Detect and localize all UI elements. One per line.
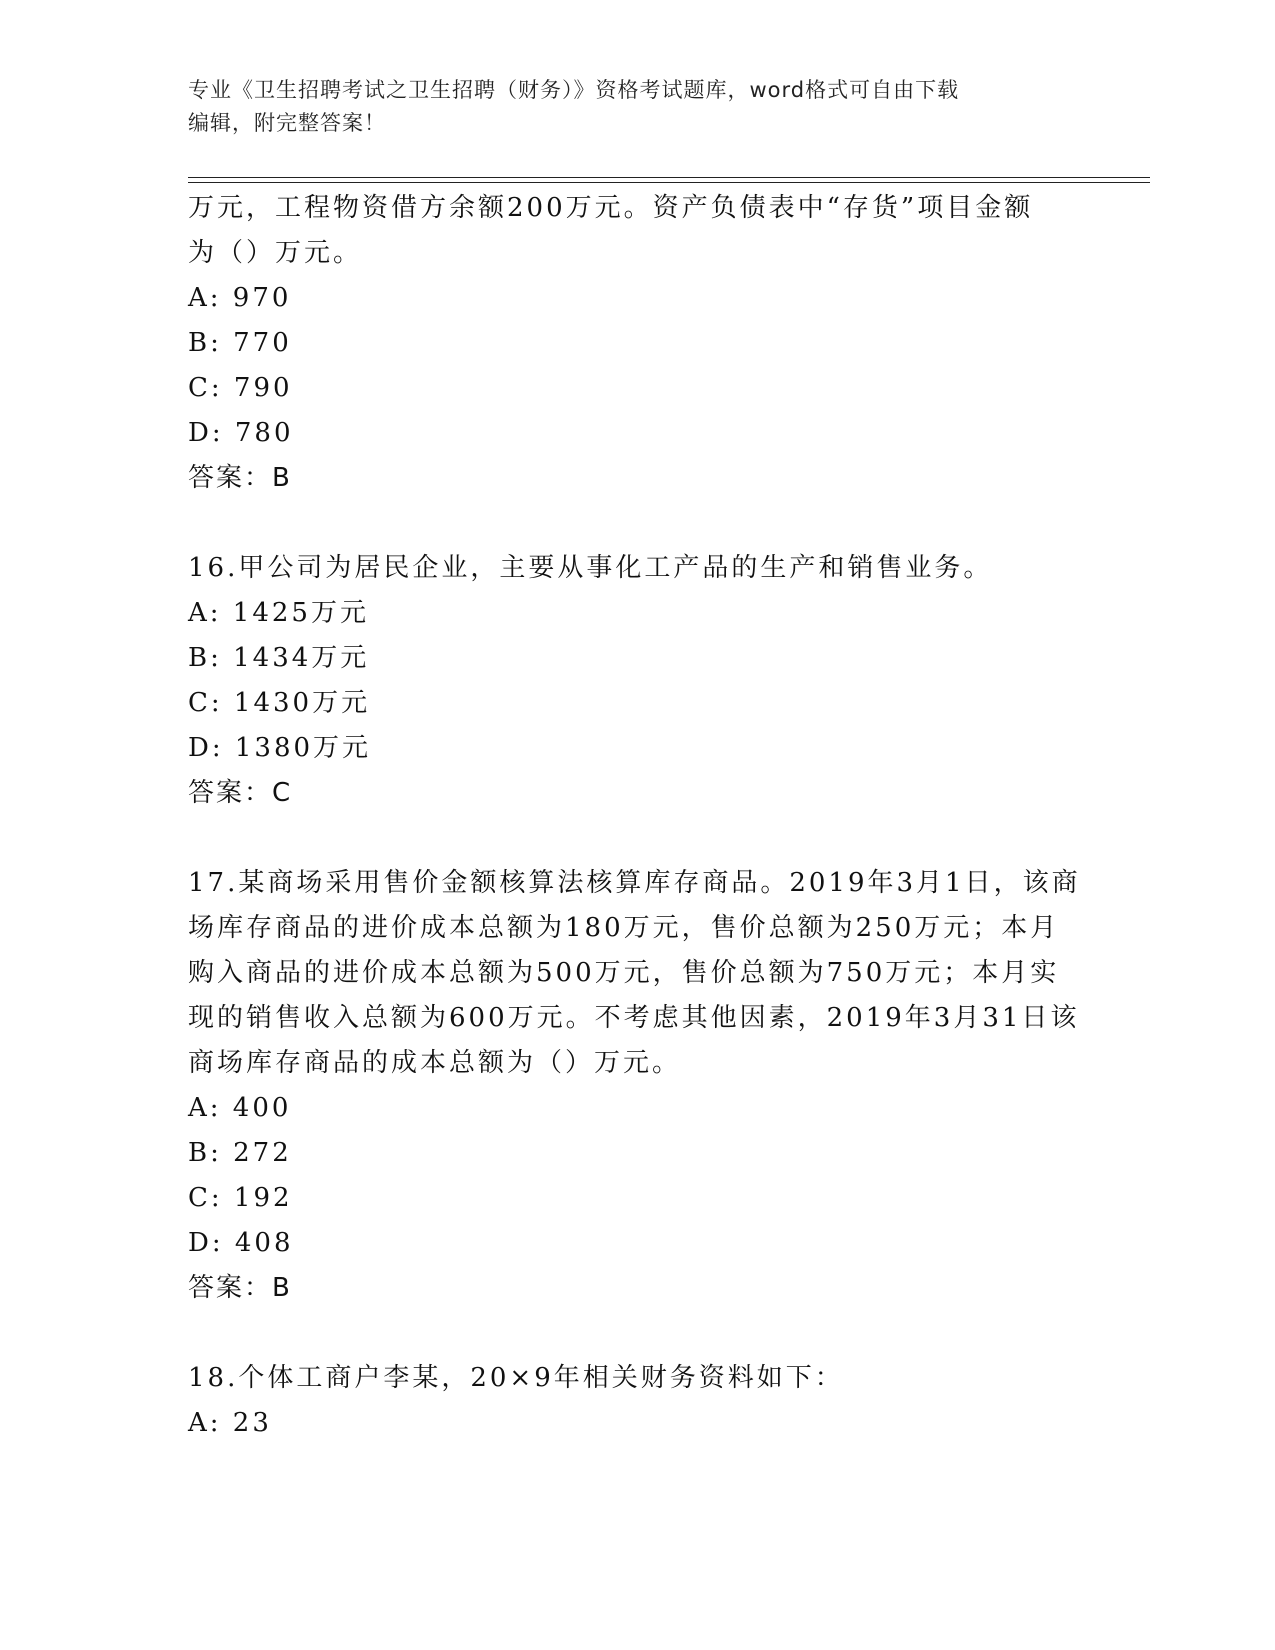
question-text-line: 18.个体工商户李某，20×9年相关财务资料如下： bbox=[188, 1363, 844, 1393]
option-a: A: 23 bbox=[188, 1408, 272, 1438]
option-d: D: 408 bbox=[188, 1228, 294, 1258]
option-a: A: 1425万元 bbox=[188, 598, 369, 628]
answer: 答案：C bbox=[188, 778, 293, 808]
question-text-line: 万元，工程物资借方余额200万元。资产负债表中“存货”项目金额 bbox=[188, 193, 1034, 223]
question-text-line: 商场库存商品的成本总额为（）万元。 bbox=[188, 1048, 682, 1078]
option-b: B: 272 bbox=[188, 1138, 292, 1168]
header-line-1: 专业《卫生招聘考试之卫生招聘（财务）》资格考试题库，word格式可自由下载 bbox=[188, 78, 960, 102]
header-divider-top bbox=[188, 177, 1150, 178]
question-18 bbox=[188, 1356, 1088, 1446]
header-divider-bottom bbox=[188, 182, 1150, 183]
question-16 bbox=[188, 546, 1088, 816]
option-d: D: 1380万元 bbox=[188, 733, 372, 763]
question-text-line: 17.某商场采用售价金额核算法核算库存商品。2019年3月1日，该商 bbox=[188, 868, 1081, 898]
document-header bbox=[188, 74, 1088, 140]
header-line-2: 编辑，附完整答案！ bbox=[188, 111, 386, 135]
option-d: D: 780 bbox=[188, 418, 294, 448]
option-c: C: 1430万元 bbox=[188, 688, 371, 718]
question-text-line: 场库存商品的进价成本总额为180万元，售价总额为250万元；本月 bbox=[188, 913, 1060, 943]
question-17 bbox=[188, 861, 1088, 1311]
question-list bbox=[188, 186, 1088, 1446]
option-c: C: 192 bbox=[188, 1183, 293, 1213]
question-text-line: 16.甲公司为居民企业，主要从事化工产品的生产和销售业务。 bbox=[188, 553, 993, 583]
option-c: C: 790 bbox=[188, 373, 293, 403]
question-text-line: 现的销售收入总额为600万元。不考虑其他因素，2019年3月31日该 bbox=[188, 1003, 1080, 1033]
option-b: B: 770 bbox=[188, 328, 292, 358]
spacer bbox=[188, 501, 1088, 546]
answer: 答案：B bbox=[188, 463, 292, 493]
option-a: A: 400 bbox=[188, 1093, 292, 1123]
answer: 答案：B bbox=[188, 1273, 292, 1303]
question-text-line: 为（）万元。 bbox=[188, 238, 363, 268]
option-b: B: 1434万元 bbox=[188, 643, 370, 673]
question-text-line: 购入商品的进价成本总额为500万元，售价总额为750万元；本月实 bbox=[188, 958, 1060, 988]
spacer bbox=[188, 816, 1088, 861]
option-a: A: 970 bbox=[188, 283, 292, 313]
question-15 bbox=[188, 186, 1088, 501]
spacer bbox=[188, 1311, 1088, 1356]
